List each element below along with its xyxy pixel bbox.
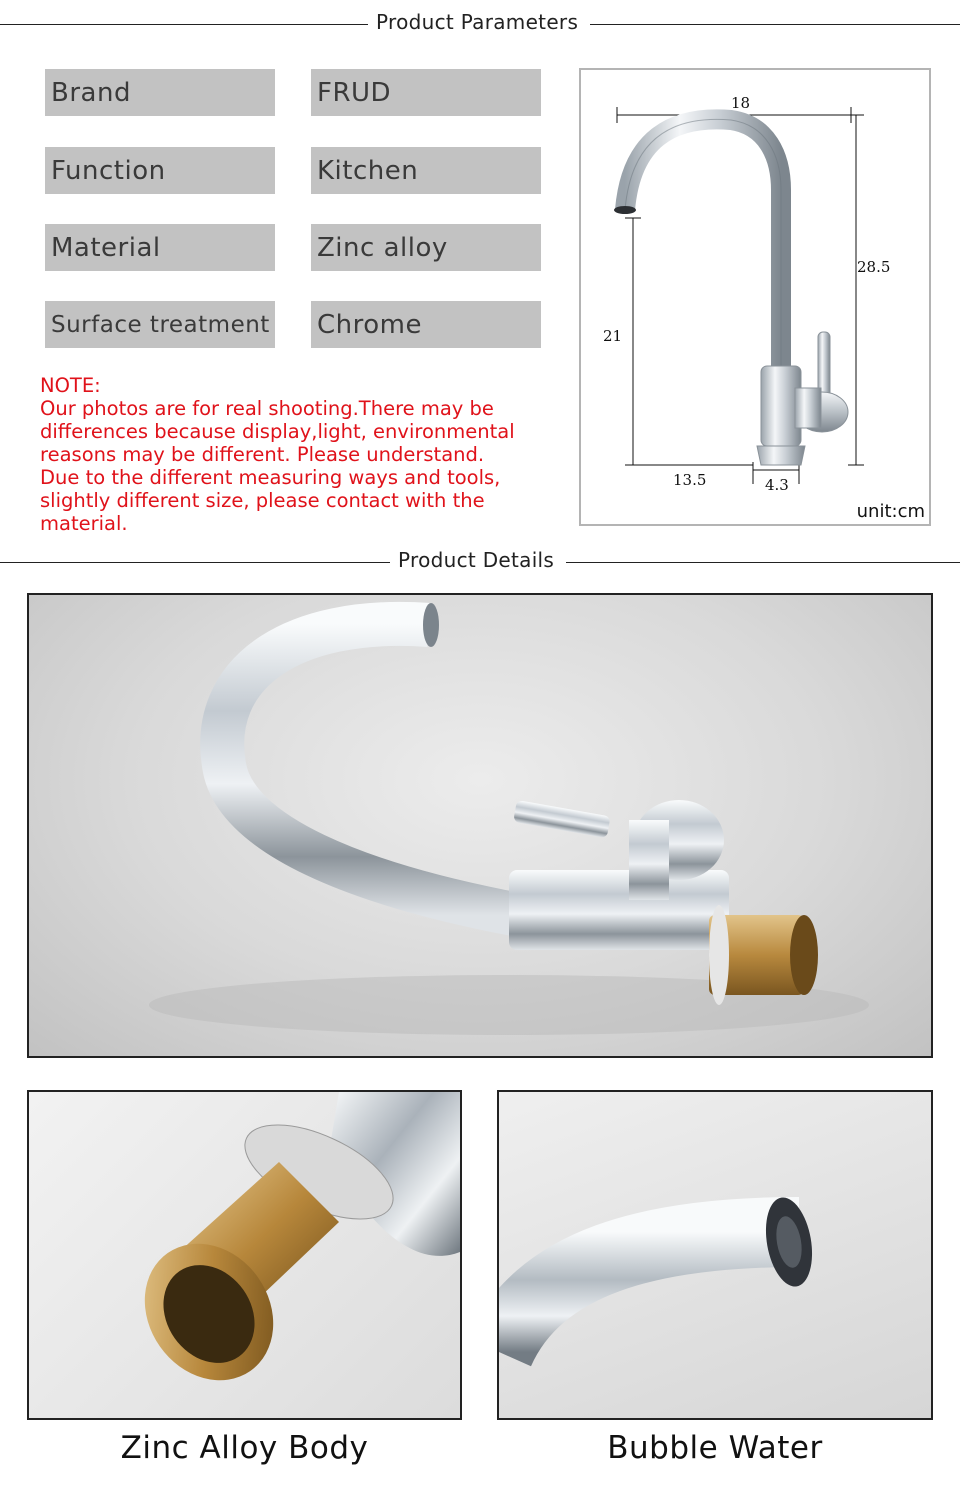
- details-section-title: Product Details: [390, 548, 562, 572]
- param-label-material: Material: [45, 224, 275, 271]
- faucet-photo-illustration: [29, 595, 931, 1056]
- detail-photo-bubble-water: [497, 1090, 933, 1420]
- params-title-line-left: [0, 24, 372, 25]
- note-line: Our photos are for real shooting.There may be: [40, 397, 494, 420]
- product-main-photo: [27, 593, 933, 1058]
- caption-zinc-body: Zinc Alloy Body: [120, 1430, 369, 1466]
- param-value-surface: Chrome: [311, 301, 541, 348]
- bubble-water-illustration: [499, 1092, 931, 1418]
- details-title-line-left: [0, 562, 394, 563]
- dim-height-total: 28.5: [857, 258, 891, 276]
- param-label-brand: Brand: [45, 69, 275, 116]
- dim-reach: 13.5: [673, 471, 707, 489]
- unit-label: unit:cm: [856, 501, 925, 522]
- dimension-diagram: [579, 68, 931, 526]
- params-section-title: Product Parameters: [368, 10, 586, 34]
- note-line: material.: [40, 512, 128, 535]
- details-title-line-right: [566, 562, 960, 563]
- param-label-function: Function: [45, 147, 275, 194]
- zinc-body-illustration: [29, 1092, 460, 1418]
- dim-height-spout: 21: [603, 327, 623, 345]
- param-value-function: Kitchen: [311, 147, 541, 194]
- dim-base: 4.3: [765, 476, 789, 494]
- note-line: reasons may be different. Please understand.: [40, 443, 485, 466]
- detail-photo-zinc-body: [27, 1090, 462, 1420]
- note-heading: NOTE:: [40, 374, 101, 397]
- caption-bubble-water: Bubble Water: [607, 1430, 823, 1466]
- params-title-line-right: [590, 24, 960, 25]
- param-value-material: Zinc alloy: [311, 224, 541, 271]
- faucet-dimension-drawing: [581, 70, 929, 524]
- note-line: slightly different size, please contact with the: [40, 489, 485, 512]
- param-value-brand: FRUD: [311, 69, 541, 116]
- note-line: Due to the different measuring ways and tools,: [40, 466, 501, 489]
- param-label-surface: Surface treatment: [45, 301, 275, 348]
- note-block: [40, 374, 570, 535]
- note-line: differences because display,light, environmental: [40, 420, 515, 443]
- dim-width-top: 18: [731, 94, 751, 112]
